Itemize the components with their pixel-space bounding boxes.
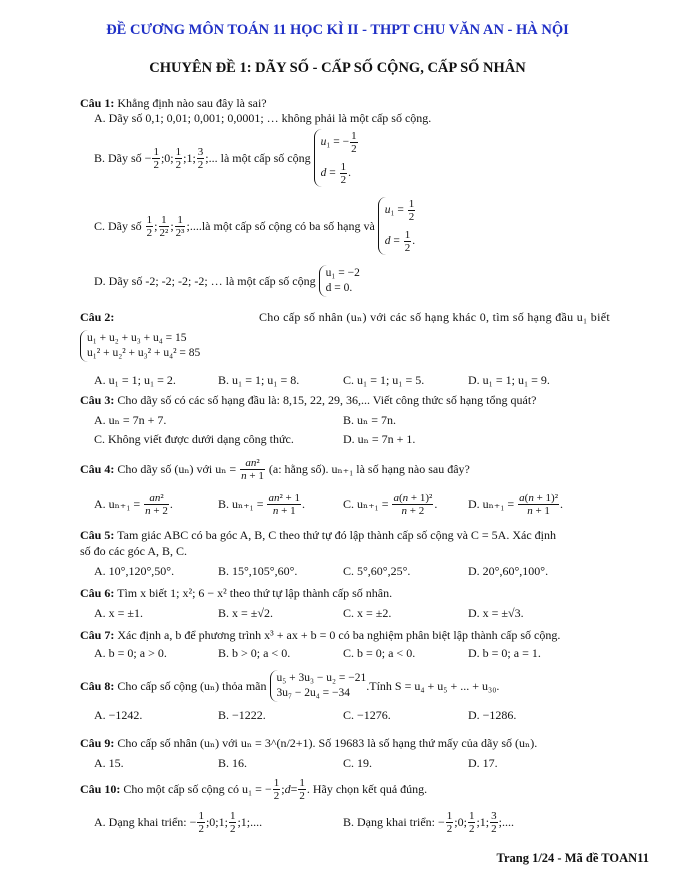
q8-option-a: A. −1242. [94, 708, 143, 722]
q9-option-a: A. 15. [94, 756, 124, 770]
q10-stem: Câu 10: Cho một cấp số cộng có u₁ = − $\frac{1}{2}$ ; d = $\frac{1}{2}$ . Hãy chọn kết quả đúng. [80, 776, 428, 802]
q3-option-a: A. uₙ = 7n + 7. [94, 413, 167, 427]
q7-option-b: B. b > 0; a < 0. [218, 646, 291, 660]
q4-option-d: D. uₙ₊₁ = $\frac{\text{a(n + 1)²}}{n + 1}$ . [468, 492, 563, 517]
q6-option-d: D. x = ±√3. [468, 606, 524, 620]
q5-option-d: D. 20°,60°,100°. [468, 564, 549, 578]
page-footer: Trang 1/24 - Mã đề TOAN11 [496, 851, 649, 865]
q1-option-d: D. Dãy số -2; -2; -2; -2; … là một cấp số cộng u₁ = −2 d = 0. [94, 263, 360, 299]
q2-option-b: B. u₁ = 1; u₁ = 8. [218, 373, 300, 387]
q5-stem-cont: số đo các góc A, B, C. [80, 544, 187, 558]
q2-option-a: A. u₁ = 1; u₁ = 2. [94, 373, 176, 387]
q8-option-b: B. −1222. [218, 708, 266, 722]
q1-option-c: C. Dãy số $\frac{1}{2}$ ; $\frac{1}{\text{2²}}$ ; $\frac{1}{\text{2³}}$ ;.... là một cấp số cộng có ba số hạng và u₁ = $\frac{1}{2}$ d = $\frac{1}{2}$ . [94, 198, 416, 254]
q4-option-a: A. uₙ₊₁ = $\frac{\text{an²}}{n + 2}$ . [94, 492, 173, 517]
q8-stem: Câu 8: Cho cấp số cộng (uₙ) thỏa mãn u₅ + 3u₃ − u₂ = −21 3u₇ − 2u₄ = −34 .Tính S = u₄ + u₅ + ... + u₃₀. [80, 668, 499, 704]
q9-option-b: B. 16. [218, 756, 248, 770]
q8-option-d: D. −1286. [468, 708, 517, 722]
q6-option-c: C. x = ±2. [343, 606, 392, 620]
q2-option-c: C. u₁ = 1; u₁ = 5. [343, 373, 425, 387]
q9-stem: Câu 9: Cho cấp số nhân (uₙ) với uₙ = 3^(n/2+1). Số 19683 là số hạng thứ mấy của dãy số (uₙ). [80, 736, 538, 750]
q4-option-c: C. uₙ₊₁ = $\frac{\text{a(n + 1)²}}{n + 2}$ . [343, 492, 438, 517]
q10-option-b: B. Dạng khai triển: − $\frac{1}{2}$ ;0; $\frac{1}{2}$ ;1; $\frac{3}{2}$ ;.... [343, 810, 514, 835]
q5-option-b: B. 15°,105°,60°. [218, 564, 298, 578]
topic-title: CHUYÊN ĐỀ 1: DÃY SỐ - CẤP SỐ CỘNG, CẤP SỐ NHÂN [149, 60, 526, 76]
q5-option-c: C. 5°,60°,25°. [343, 564, 411, 578]
q7-option-c: C. b = 0; a < 0. [343, 646, 416, 660]
q1-option-b: B. Dãy số − $\frac{1}{2}$ ;0; $\frac{1}{2}$ ;1; $\frac{3}{2}$ ;... là một cấp số cộng u₁ = − $\frac{1}{2}$ d = $\frac{1}{2}$ . [94, 130, 357, 186]
q5-option-a: A. 10°,120°,50°. [94, 564, 175, 578]
q7-option-d: D. b = 0; a = 1. [468, 646, 541, 660]
q5-stem: Câu 5: Tam giác ABC có ba góc A, B, C theo thứ tự đó lập thành cấp số cộng và C = 5A. Xác định [80, 528, 557, 542]
q2-system: u₁ + u₂ + u₃ + u₄ = 15 u₁² + u₂² + u₃² + u₄² = 85 [80, 330, 200, 362]
q1-stem: Câu 1: Khẳng định nào sau đây là sai? [80, 96, 267, 110]
q3-option-d: D. uₙ = 7n + 1. [343, 432, 416, 446]
q7-option-a: A. b = 0; a > 0. [94, 646, 167, 660]
q1-b-system: u₁ = − $\frac{1}{2}$ d = $\frac{1}{2}$ . [314, 129, 359, 187]
q7-stem: Câu 7: Xác định a, b để phương trình x³ + ax + b = 0 có ba nghiệm phân biệt lập thành cấp số cộng. [80, 628, 561, 642]
q3-option-c: C. Không viết được dưới dạng công thức. [94, 432, 294, 446]
q2-option-d: D. u₁ = 1; u₁ = 9. [468, 373, 550, 387]
q10-option-a: A. Dạng khai triển: − $\frac{1}{2}$ ;0;1; $\frac{1}{2}$ ;1;.... [94, 810, 263, 835]
q9-option-c: C. 19. [343, 756, 373, 770]
q1-option-a: A. Dãy số 0,1; 0,01; 0,001; 0,0001; … không phải là một cấp số cộng. [94, 111, 432, 125]
q9-option-d: D. 17. [468, 756, 498, 770]
q4-option-b: B. uₙ₊₁ = $\frac{\text{an² + 1}}{n + 1}$ . [218, 492, 305, 517]
q1-d-system: u₁ = −2 d = 0. [319, 265, 360, 297]
q3-option-b: B. uₙ = 7n. [343, 413, 396, 427]
fraction: $\frac{1}{2}$ [153, 145, 159, 171]
q1-c-system: u₁ = $\frac{1}{2}$ d = $\frac{1}{2}$ . [378, 197, 417, 255]
q6-option-b: B. x = ±√2. [218, 606, 273, 620]
q3-stem: Câu 3: Cho dãy số có các số hạng đầu là: 8,15, 22, 29, 36,... Viết công thức số hạng tổng quát? [80, 393, 537, 407]
q4-stem: Câu 4: Cho dãy số (uₙ) với uₙ = $\frac{\text{an²}}{n + 1}$ (a: hằng số). uₙ₊₁ là số hạng nào sau đây? [80, 456, 470, 482]
q8-option-c: C. −1276. [343, 708, 391, 722]
document-title: ĐỀ CƯƠNG MÔN TOÁN 11 HỌC KÌ II - THPT CHU VĂN AN - HÀ NỘI [106, 22, 569, 38]
q2-stem: Câu 2: Cho cấp số nhân (uₙ) với các số hạng khác 0, tìm số hạng đầu u₁ biết [80, 310, 610, 324]
q6-stem: Câu 6: Tìm x biết 1; x²; 6 − x² theo thứ tự lập thành cấp số nhân. [80, 586, 393, 600]
q6-option-a: A. x = ±1. [94, 606, 144, 620]
q8-system: u₅ + 3u₃ − u₂ = −21 3u₇ − 2u₄ = −34 [270, 670, 367, 702]
